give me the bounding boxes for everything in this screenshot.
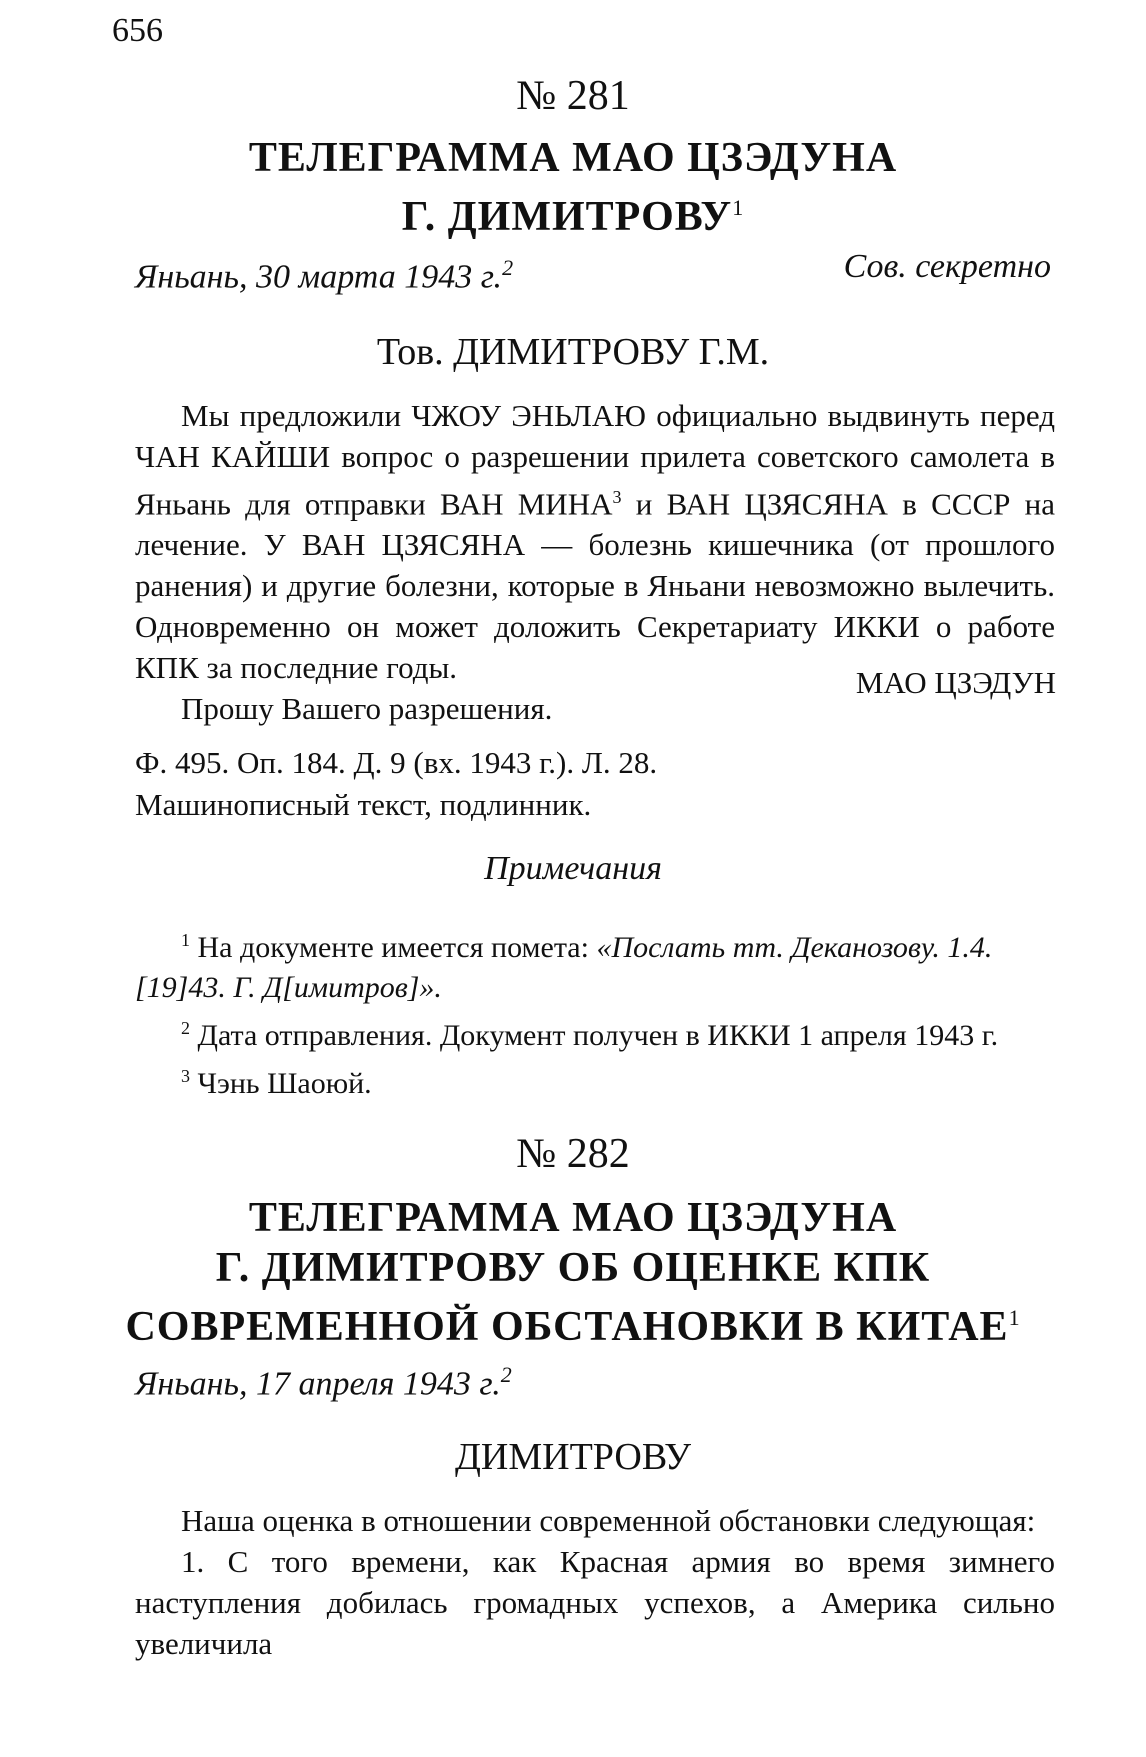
- doc-281-title-line1: ТЕЛЕГРАММА МАО ЦЗЭДУНА: [248, 135, 898, 181]
- doc-282-addressee: ДИМИТРОВУ: [454, 1436, 691, 1478]
- footnote-ref: 3: [612, 487, 622, 507]
- doc-281-number: № 281: [516, 73, 630, 119]
- doc-282-paragraph-1: Наша оценка в отношении современной обстановки следующая:: [181, 1503, 1036, 1538]
- doc-282-title-line2: Г. ДИМИТРОВУ ОБ ОЦЕНКЕ КПК: [215, 1245, 931, 1291]
- footnote-ref: 1: [732, 195, 745, 220]
- doc-282-title-line1: ТЕЛЕГРАММА МАО ЦЗЭДУНА: [248, 1195, 898, 1241]
- doc-281-paragraph-1: Мы предложили ЧЖОУ ЭНЬЛАЮ официально выдвинуть перед ЧАН КАЙШИ вопрос о разрешении прилета советского самолета в Яньань для отправки ВАН МИНА$^3$ и ВАН ЦЗЯСЯНА в СССР на лечение. У ВАН ЦЗЯСЯНА — болезнь кишечника (от прошлого ранения) и другие болезни, которые в Яньани невозможно вылечить. Одновременно он может доложить Секретариату ИККИ о работе КПК за последние годы.: [135, 398, 1055, 686]
- doc-281-addressee: Тов. ДИМИТРОВУ Г.М.: [376, 331, 770, 373]
- doc-281-title: [0, 133, 1146, 242]
- doc-282-paragraph-2: 1. С того времени, как Красная армия во время зимнего наступления добилась громадных успехов, а Америка сильно увеличила: [135, 1544, 1055, 1661]
- note-2: $^2$ Дата отправления. Документ получен в ИККИ 1 апреля 1943 г.: [181, 1018, 999, 1052]
- footnote-ref: 1: [1008, 1305, 1021, 1330]
- notes-heading: Примечания: [484, 850, 662, 887]
- doc-281-title-line2: Г. ДИМИТРОВУ$^1$: [401, 194, 745, 240]
- doc-281-paragraph-2: Прошу Вашего разрешения.: [181, 691, 553, 727]
- note-1: $^1$ На документе имеется помета: «Послать тт. Деканозову. 1.4.[19]43. Г. Д[имитров]».: [135, 930, 993, 1004]
- doc-281-place-date: Яньань, 30 марта 1943 г.$^2$: [135, 255, 514, 296]
- doc-281-signature: МАО ЦЗЭДУН: [855, 665, 1056, 700]
- archive-reference: Ф. 495. Оп. 184. Д. 9 (вх. 1943 г.). Л. 28.: [135, 745, 658, 780]
- doc-281-classification: Сов. секретно: [843, 248, 1051, 285]
- doc-282-title: [0, 1193, 1146, 1352]
- footnote-ref: 2: [500, 1362, 512, 1387]
- doc-282-number: № 282: [516, 1131, 630, 1177]
- doc-281-notes: [135, 920, 1060, 1104]
- note-3: $^3$ Чэнь Шаоюй.: [181, 1066, 372, 1100]
- footnote-ref: 2: [502, 255, 514, 280]
- document-type: Машинописный текст, подлинник.: [135, 787, 592, 822]
- doc-281-source: [135, 742, 657, 826]
- page-number: 656: [112, 12, 163, 49]
- doc-282-body: [135, 1500, 1055, 1664]
- doc-282-place-date: Яньань, 17 апреля 1943 г.$^2$: [135, 1362, 512, 1403]
- doc-282-title-line3: СОВРЕМЕННОЙ ОБСТАНОВКИ В КИТАЕ$^1$: [125, 1304, 1021, 1350]
